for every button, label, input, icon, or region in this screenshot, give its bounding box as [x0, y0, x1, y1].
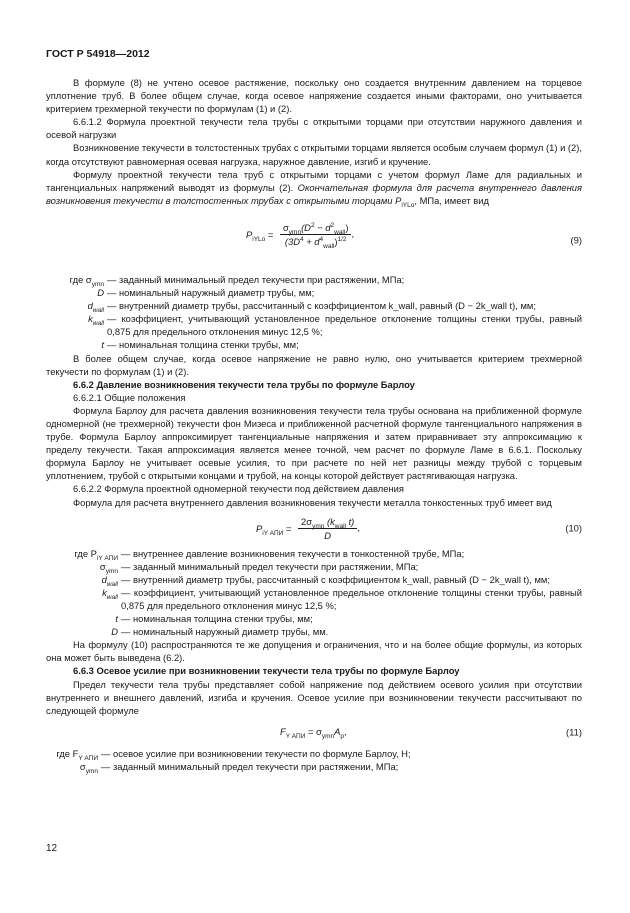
equation-9 [46, 213, 582, 267]
gloss9-1-text: — номинальный наружный диаметр трубы, мм; [107, 287, 315, 299]
eq9-num-c-sub: wall [334, 228, 346, 236]
glossary-row [46, 560, 582, 573]
gloss11-1-sub: ymn [85, 767, 98, 775]
gloss9-2-text: — внутренний диаметр трубы, рассчитанный с коэффициентом k_wall, равный (D − 2k_wall t), мм; [107, 300, 536, 312]
heading-6-6-2: 6.6.2 Давление возникновения текучести тела трубы по формуле Барлоу [73, 378, 415, 390]
gloss10-4-sym: t [115, 613, 118, 625]
eq9-den-a-sup: 4 [300, 235, 304, 243]
eq9-denominator [280, 235, 351, 248]
eq11-rhs-sub: ymn [321, 732, 335, 740]
eq9-num-b: (D [301, 221, 311, 233]
eq9-num-d: ) [345, 221, 349, 233]
page-number: 12 [46, 843, 58, 854]
eq9-equals: = [267, 228, 274, 240]
eq9-num-c-sup: 2 [330, 221, 335, 229]
gloss9-2-sym: d [87, 300, 93, 312]
eq9-lhs-sub: iYLo [252, 235, 266, 243]
eq9-den-c: ) [334, 236, 338, 248]
eq11-rhs-b-sub: p [340, 732, 345, 740]
gloss11-1-sym: σ [79, 760, 86, 772]
gloss9-0-text: — заданный минимальный предел текучести при растяжении, МПа; [107, 273, 405, 285]
paragraph-4 [46, 168, 582, 207]
equation-10 [46, 515, 582, 541]
gloss10-0-text: — внутреннее давление возникновения текучести в тонкостенной трубе, МПа; [121, 547, 465, 559]
gloss9-4-sym: t [101, 339, 104, 351]
gloss10-2-sub: wall [106, 580, 118, 588]
eq11-lhs: F [280, 725, 286, 737]
glossary-row [46, 586, 582, 612]
eq9-lhs: P [246, 228, 253, 240]
paragraph-5: В более общем случае, когда осевое напряжение не равно нулю, оно учитывается критерием трехмерной текучести по формулам (1) и (2). [46, 352, 582, 377]
eq9-num-a-sub: ymn [288, 228, 302, 236]
eq9-den-b: + d [303, 236, 320, 248]
eq9-den-c-sup: 1/2 [337, 235, 347, 243]
glossary-eq11 [46, 747, 582, 773]
gloss9-0-sym: где σ [69, 273, 92, 285]
eq10-lhs-sub: iY АПИ [262, 529, 284, 537]
gloss9-3-text: — коэффициент, учитывающий установленное предельное отклонение толщины стенки трубы, равный 0,875 для предельного отклонения минус 12,5 %; [107, 313, 582, 338]
eq10-num-b-sub: wall [334, 522, 346, 530]
eq10-numerator [298, 515, 357, 529]
document-header: ГОСТ Р 54918—2012 [46, 48, 150, 60]
gloss10-1-sym: σ [99, 560, 106, 572]
eq9-den-a: (3D [284, 236, 300, 248]
eq10-lhs: P [256, 522, 263, 534]
gloss10-5-sym: D [111, 626, 118, 638]
gloss9-1-sym: D [97, 287, 104, 299]
glossary-row [46, 299, 582, 312]
glossary-row [46, 338, 582, 351]
gloss11-0-sym: где F [56, 747, 79, 759]
eq11-rhs-b: A [334, 725, 341, 737]
glossary-row [46, 612, 582, 625]
paragraph-6-6-1-2: 6.6.1.2 Формула проектной текучести тела трубы с открытыми торцами при отсутствии наружного давления и осевой нагрузки [46, 116, 582, 141]
paragraph-6: Формула Барлоу для расчета давления возникновения текучести тела трубы основана на приближенной формуле одномерной (не трехмерной) текучести фон Мизеса и приближенной расчетной формуле тангенциального напряжения в трубе. Формула Барлоу аппроксимирует тангенциальные напряжения и затем приравнивает эту аппроксимацию к пределу текучести. Такая аппроксимация является менее точной, чем расчет по формуле Ламе в 6.6.1. Поскольку формула Барлоу не учитывает осевые усилия, то при расчете по ней нет разницы между трубой с торцевым уплотнением, трубой с открытыми концами и трубой, на концы которой действует растягивающая нагрузка. [46, 404, 582, 482]
glossary-row [46, 273, 582, 286]
gloss10-3-sub: wall [106, 593, 118, 601]
glossary-row [46, 573, 582, 586]
p4-symbol: P [392, 194, 402, 206]
glossary-row [46, 760, 582, 773]
gloss10-0-sub: iY АПИ [96, 554, 118, 562]
p4-text-a: Формулу проектной текучести тела труб с открытыми торцами с учетом формул Ламе для радиальных и тангенциальных напряжений выводят из формулы (2). [46, 168, 582, 193]
gloss10-4-text: — номинальная толщина стенки трубы, мм; [121, 613, 313, 625]
eq10-denominator: D [324, 529, 332, 541]
gloss11-0-sub: Y АПИ [78, 754, 98, 762]
eq9-den-b-sup: 4 [319, 235, 324, 243]
eq11-lhs-sub: Y АПИ [285, 732, 306, 740]
eq10-num-c: t) [345, 515, 355, 527]
gloss9-4-text: — номинальная толщина стенки трубы, мм; [107, 339, 299, 351]
p4-symbol-sub: iYLo [401, 201, 415, 209]
gloss10-1-text: — заданный минимальный предел текучести при растяжении, МПа; [121, 560, 419, 572]
paragraph-10: Предел текучести тела трубы представляет собой напряжение под действием осевого усилия при отсутствии внутреннего и внешнего давлений, изгиба и кручения. Осевое усилие при возникновении текучести рассчитывают по следующей формуле [46, 678, 582, 716]
paragraph-3: Возникновение текучести в толстостенных трубах с открытыми торцами является особым случаем формул (1) и (2), когда отсутствуют равномерная осевая нагрузка, наружное давление, изгиб и кручение. [46, 142, 582, 167]
eq10-num-a-sub: ymn [312, 522, 325, 530]
eq11-tail: , [344, 725, 347, 737]
equation-11 [46, 723, 582, 741]
eq9-num-b-sup: 2 [310, 221, 315, 229]
glossary-eq10 [46, 547, 582, 639]
gloss9-3-sub: wall [92, 320, 104, 328]
paragraph-8: Формула для расчета внутреннего давления возникновения текучести металла тонкостенных труб имеет вид [73, 496, 552, 508]
eq9-num-c: − d [314, 221, 331, 233]
eq9-num-a: σ [282, 221, 289, 233]
eq9-den-b-sub: wall [323, 242, 335, 250]
gloss10-3-text: — коэффициент, учитывающий установленное предельное отклонение толщины стенки трубы, равный 0,875 для предельного отклонения минус 12,5 %; [121, 586, 582, 611]
glossary-row [46, 286, 582, 299]
gloss10-2-text: — внутренний диаметр трубы, рассчитанный с коэффициентом k_wall, равный (D − 2k_wall t), мм; [121, 573, 550, 585]
p4-text-d: , МПа, имеет вид [414, 194, 489, 206]
eq9-fraction [280, 221, 351, 248]
eq10-num-a: 2σ [301, 515, 313, 527]
gloss9-0-sub: ymn [91, 280, 104, 288]
eq10-tail: , [357, 521, 360, 533]
eq10-num-b: (k [324, 515, 335, 527]
document-body [46, 76, 582, 773]
glossary-row [46, 747, 582, 760]
gloss9-3-sym: k [88, 313, 93, 325]
eq9-numerator [280, 221, 351, 235]
glossary-eq9 [46, 273, 582, 352]
paragraph-1: В формуле (8) не учтено осевое растяжение, поскольку оно создается внутренним давлением на торцевое уплотнение труб. В более общем случае, когда осевое напряжение создается иными факторами, оно учитывается критерием трехмерной текучести по формулам (1) и (2). [46, 77, 582, 115]
eq11-equals: = σ [305, 725, 322, 737]
gloss10-2-sym: d [101, 573, 107, 585]
heading-6-6-2-1: 6.6.2.1 Общие положения [73, 391, 186, 403]
glossary-row [46, 312, 582, 338]
gloss9-2-sub: wall [92, 307, 104, 314]
gloss11-1-text: — заданный минимальный предел текучести при растяжении, МПа; [101, 760, 399, 772]
equation-9-number: (9) [570, 234, 582, 246]
equation-10-number: (10) [565, 522, 582, 534]
p4-text-italic: Окончательная формула для расчета внутреннего давления возникновения текучести в толстостенных трубах с открытыми торцами [46, 181, 583, 206]
glossary-row [46, 547, 582, 560]
gloss10-5-text: — номинальный наружный диаметр трубы, мм. [121, 626, 329, 638]
glossary-row [46, 625, 582, 638]
heading-6-6-3: 6.6.3 Осевое усилие при возникновении текучести тела трубы по формуле Барлоу [73, 665, 460, 677]
eq9-tail: , [351, 228, 355, 240]
paragraph-9: На формулу (10) распространяются те же допущения и ограничения, что и на более общие формулы, из которых она может быть выведена (6.2). [46, 639, 582, 664]
gloss11-0-text: — осевое усилие при возникновении текучести по формуле Барлоу, Н; [101, 747, 411, 759]
gloss10-3-sym: k [102, 586, 107, 598]
gloss10-0-sym: где P [74, 547, 97, 559]
paragraph-6-6-2-2: 6.6.2.2 Формула проектной одномерной текучести под действием давления [73, 483, 404, 495]
gloss10-1-sub: ymn [105, 567, 118, 575]
eq10-equals: = [285, 522, 292, 534]
equation-11-number: (11) [566, 726, 582, 738]
eq10-fraction [298, 515, 357, 542]
